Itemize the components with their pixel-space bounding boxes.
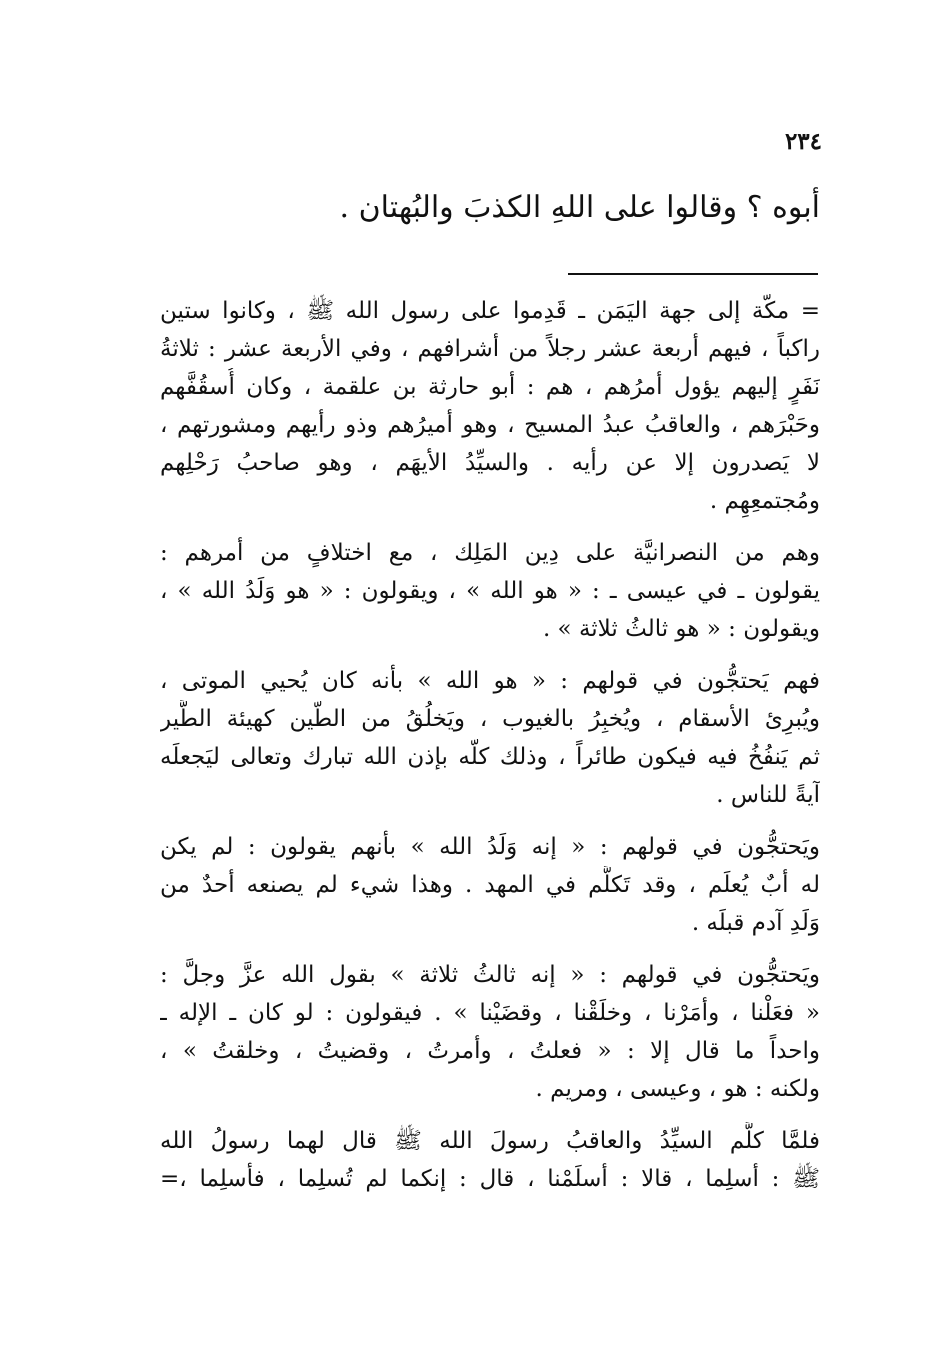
footnote-line: ويَحتجُّون في قولهم : « إنه وَلَدُ الله » بأنهم يقولون : لم يكن <box>160 834 820 860</box>
footnote-line: ومُجتمعِهِم . <box>709 488 820 514</box>
footnote-line: ﷺ : أسلِما ، قالا : أسلَمْنا ، قال : إنكما لم تُسلِما ، فأسلِما ،= <box>160 1166 820 1192</box>
footnote-paragraph <box>160 956 820 1108</box>
footnote-paragraph <box>160 534 820 648</box>
footnote-line: له أبٌ يُعلَم ، وقد تَكلَّم في المهد . وهذا شيء لم يصنعه أحدٌ من <box>160 872 820 898</box>
footnote-line: آيةً للناس . <box>716 782 820 808</box>
footnote-line: « فعَلْنا ، وأمَرْنا ، وخلَقْنا ، وقضَيْنا » . فيقولون : لو كان ـ الإله ـ <box>160 1000 820 1026</box>
main-text-line: أبوه ؟ وقالوا على اللهِ الكذبَ والبُهتان . <box>339 190 820 225</box>
footnote-line: ثم يَنفُخُ فيه فيكون طائراً ، وذلك كلّه بإذن الله تبارك وتعالى ليَجعلَه <box>160 744 820 770</box>
footnote-paragraph <box>160 292 820 520</box>
footnote-line: واحداً ما قال إلا : « فعلتُ ، وأمرتُ ، وقضيتُ ، وخلقتُ » ، <box>160 1038 820 1064</box>
footnote-paragraph <box>160 662 820 814</box>
footnote-paragraph <box>160 828 820 942</box>
footnote-line: فهم يَحتجُّون في قولهم : « هو الله » بأنه كان يُحيي الموتى ، <box>160 668 820 694</box>
footnote-line: نَفَرٍ إليهم يؤول أمرُهم ، هم : أبو حارثة بن علقمة ، وكان أُسقُفَّهم <box>160 374 820 400</box>
footnote-line: وحَبْرَهم ، والعاقبُ عبدُ المسيح ، وهو أميرُهم وذو رأيهم ومشورتهم ، <box>160 412 820 438</box>
footnote-line: وهم من النصرانيَّة على دِين المَلِك ، مع اختلافٍ من أمرهم : <box>160 540 820 566</box>
footnote-line: راكباً ، فيهم أربعة عشر رجلاً من أشرافهم ، وفي الأربعة عشر : ثلاثةُ <box>160 336 820 362</box>
footnote-paragraph <box>160 1122 820 1198</box>
footnote-line: يقولون ـ في عيسى ـ : « هو الله » ، ويقولون : « هو وَلَدُ الله » ، <box>160 578 820 604</box>
footnote-line: = مكّة إلى جهة اليَمَن ـ قَدِموا على رسول الله ﷺ ، وكانوا ستين <box>160 298 820 324</box>
footnote-line: ويُبرِئ الأسقام ، ويُخبِرُ بالغيوب ، ويَخلُقُ من الطّين كهيئة الطَّير <box>160 706 820 732</box>
footnote-line: ولكنه : هو ، وعيسى ، ومريم . <box>535 1076 820 1102</box>
footnote-line: لا يَصدرون إلا عن رأيه . والسيِّدُ الأيهَم ، وهو صاحبُ رَحْلِهم <box>160 450 820 476</box>
footnote-line: وَلَدِ آدم قبلَه . <box>691 910 820 936</box>
page-number: ٢٣٤ <box>784 128 822 155</box>
footnote-line: ويقولون : « هو ثالثُ ثلاثة » . <box>542 616 820 642</box>
footnotes <box>160 292 820 1212</box>
footnote-line: ويَحتجُّون في قولهم : « إنه ثالثُ ثلاثة » بقول الله عزَّ وجلَّ : <box>160 962 820 988</box>
footnote-line: فلمَّا كلَّم السيِّدُ والعاقبُ رسولَ الله ﷺ قال لهما رسولُ الله <box>160 1128 820 1154</box>
footnote-divider <box>568 273 818 275</box>
